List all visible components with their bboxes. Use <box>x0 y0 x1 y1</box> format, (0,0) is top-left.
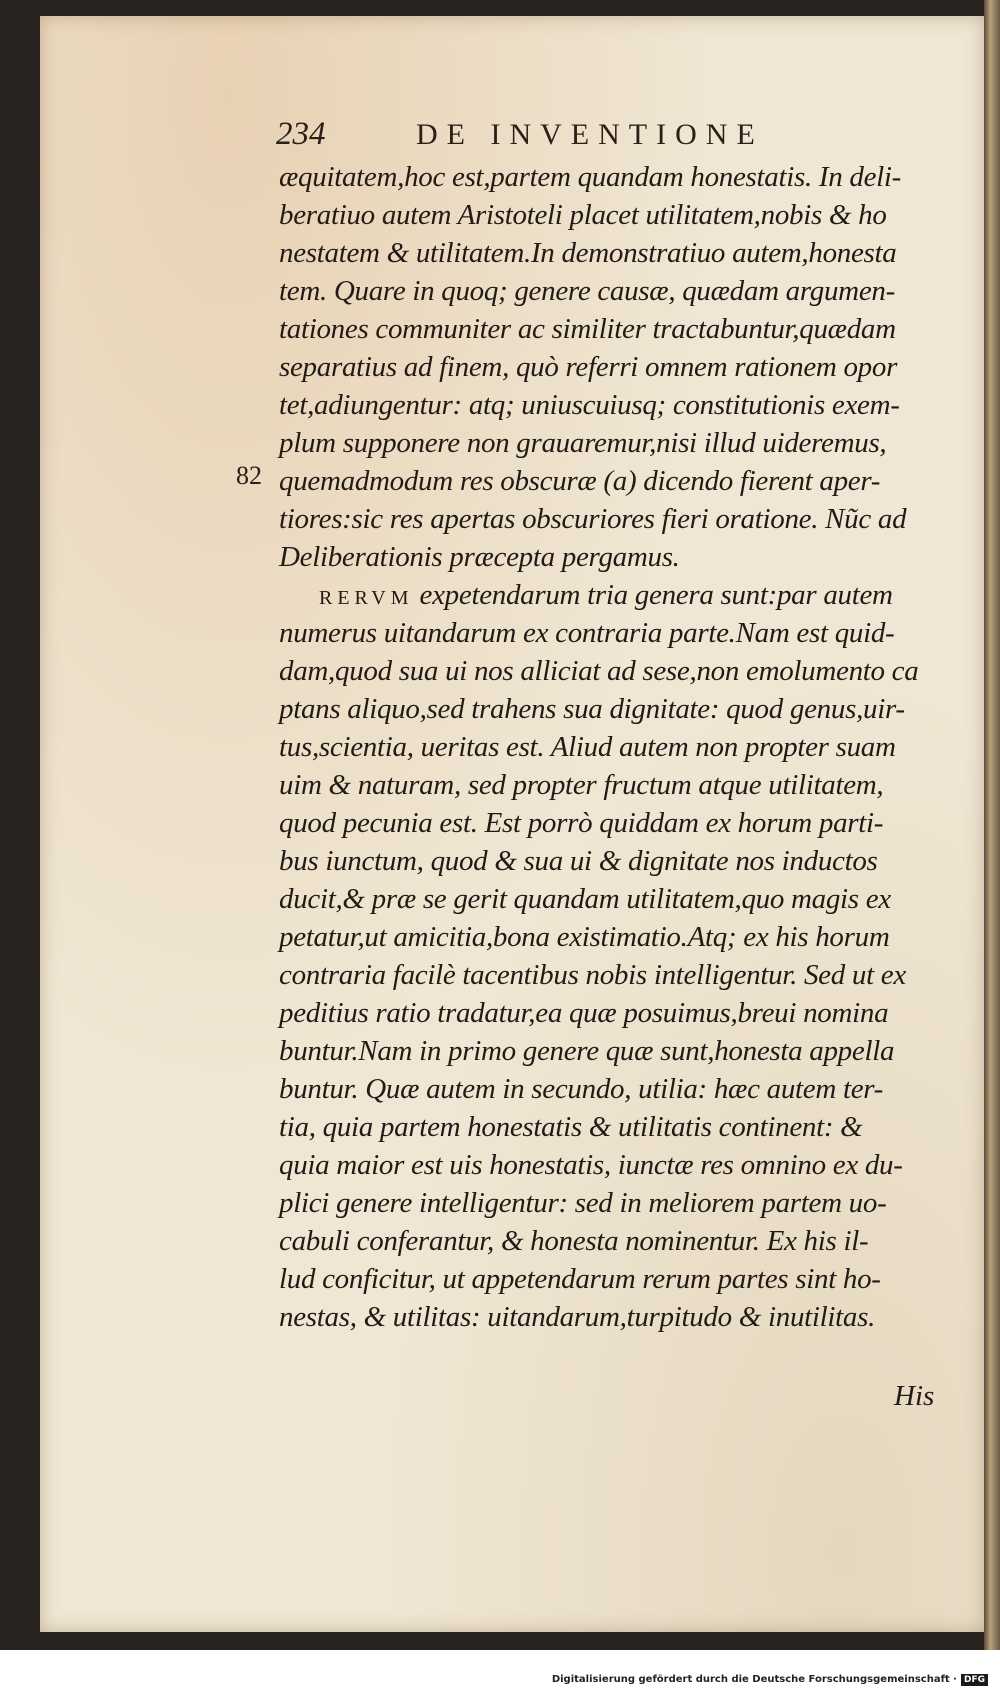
text-line: contraria facilè tacentibus nobis intelligentur. Sed ut ex <box>279 959 906 991</box>
text-line: tem. Quare in quoq; genere causæ, quædam argumen- <box>279 275 895 307</box>
text-span: expetendarum tria genera sunt:par autem <box>419 579 893 611</box>
text-line: æquitatem,hoc est,partem quandam honestatis. In deli- <box>279 161 902 193</box>
text-line: petatur,ut amicitia,bona existimatio.Atq; ex his horum <box>279 921 890 953</box>
body-text <box>279 158 939 1336</box>
catchword: His <box>894 1380 935 1412</box>
page-number: 234 <box>276 116 326 152</box>
text-line: numerus uitandarum ex contraria parte.Nam est quid- <box>279 617 895 649</box>
text-line: nestas, & utilitas: uitandarum,turpitudo & inutilitas. <box>279 1301 876 1333</box>
digitization-credit <box>552 1674 988 1686</box>
text-line: ducit,& præ se gerit quandam utilitatem,quo magis ex <box>279 883 891 915</box>
paragraph-lead-word: RERVM <box>319 587 414 609</box>
text-line: beratiuo autem Aristoteli placet utilitatem,nobis & ho <box>279 199 887 231</box>
credit-text: Digitalisierung gefördert durch die Deutsche Forschungsgemeinschaft · <box>551 1674 957 1685</box>
text-line: lud conficitur, ut appetendarum rerum partes sint ho- <box>279 1263 881 1295</box>
text-line: cabuli conferantur, & honesta nominentur. Ex his il- <box>279 1225 869 1257</box>
dfg-logo: DFG <box>961 1674 988 1686</box>
text-line: separatius ad finem, quò referri omnem rationem opor <box>279 351 898 383</box>
text-line: bus iunctum, quod & sua ui & dignitate nos inductos <box>279 845 878 877</box>
text-line: tationes communiter ac similiter tractabuntur,quædam <box>279 313 896 345</box>
text-line: buntur.Nam in primo genere quæ sunt,honesta appella <box>279 1035 895 1067</box>
paragraph-opening-line <box>279 576 939 614</box>
text-line: dam,quod sua ui nos alliciat ad sese,non emolumento ca <box>279 655 919 687</box>
text-line: quod pecunia est. Est porrò quiddam ex horum parti- <box>279 807 884 839</box>
text-line: tiores:sic res apertas obscuriores fieri oratione. Nũc ad <box>279 503 907 535</box>
text-line: tia, quia partem honestatis & utilitatis continent: & <box>279 1111 863 1143</box>
text-line: tus,scientia, ueritas est. Aliud autem non propter suam <box>279 731 896 763</box>
text-line: uim & naturam, sed propter fructum atque utilitatem, <box>279 769 884 801</box>
text-line: ptans aliquo,sed trahens sua dignitate: quod genus,uir- <box>279 693 905 725</box>
text-line: peditius ratio tradatur,ea quæ posuimus,breui nomina <box>279 997 889 1029</box>
margin-note: 82 <box>236 461 262 490</box>
running-head: DE INVENTIONE <box>416 118 764 151</box>
book-spine <box>984 0 1000 1650</box>
text-line: buntur. Quæ autem in secundo, utilia: hæc autem ter- <box>279 1073 884 1105</box>
text-line: tet,adiungentur: atq; uniuscuiusq; constitutionis exem- <box>279 389 900 421</box>
page-header <box>276 116 896 156</box>
text-line: plum supponere non grauaremur,nisi illud uideremus, <box>279 427 887 459</box>
text-line: quia maior est uis honestatis, iunctæ res omnino ex du- <box>279 1149 903 1181</box>
text-line: plici genere intelligentur: sed in meliorem partem uo- <box>279 1187 887 1219</box>
text-line: nestatem & utilitatem.In demonstratiuo autem,honesta <box>279 237 897 269</box>
text-line: quemadmodum res obscuræ (a) dicendo fierent aper- <box>279 465 881 497</box>
text-line: Deliberationis præcepta pergamus. <box>279 541 680 573</box>
